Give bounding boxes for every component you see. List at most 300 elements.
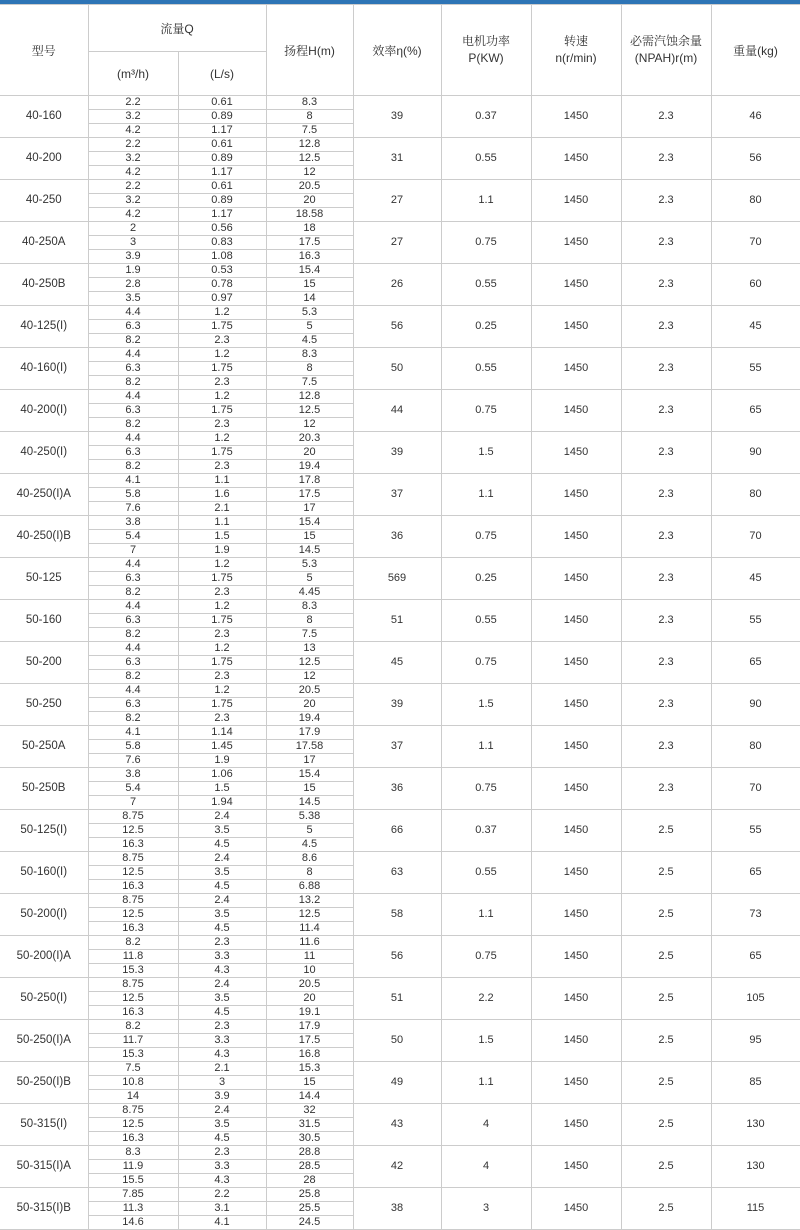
- flow-ls-cell: 0.56: [178, 222, 266, 236]
- flow-ls-cell: 3.1: [178, 1202, 266, 1216]
- flow-ls-cell: 1.2: [178, 390, 266, 404]
- model-group-row: [0, 432, 800, 446]
- flow-ls-cell: 2.4: [178, 978, 266, 992]
- npsh-cell: 2.3: [621, 180, 711, 222]
- flow-m3h-cell: 6.3: [88, 320, 178, 334]
- flow-m3h-cell: 3.2: [88, 194, 178, 208]
- header-head: 扬程H(m): [266, 5, 353, 96]
- head-cell: 12.5: [266, 404, 353, 418]
- flow-ls-cell: 1.08: [178, 250, 266, 264]
- header-model: 型号: [0, 5, 88, 96]
- head-cell: 12: [266, 166, 353, 180]
- model-group-row: [0, 516, 800, 530]
- flow-m3h-cell: 15.3: [88, 964, 178, 978]
- model-group-row: [0, 684, 800, 698]
- efficiency-cell: 27: [353, 222, 441, 264]
- efficiency-cell: 50: [353, 348, 441, 390]
- flow-m3h-cell: 16.3: [88, 1132, 178, 1146]
- flow-ls-cell: 3.3: [178, 1034, 266, 1048]
- speed-cell: 1450: [531, 1020, 621, 1062]
- flow-m3h-cell: 2.2: [88, 180, 178, 194]
- flow-ls-cell: 4.3: [178, 1174, 266, 1188]
- flow-m3h-cell: 8.2: [88, 936, 178, 950]
- model-group-row: [0, 474, 800, 488]
- npsh-cell: 2.3: [621, 432, 711, 474]
- speed-cell: 1450: [531, 264, 621, 306]
- speed-cell: 1450: [531, 852, 621, 894]
- power-cell: 0.25: [441, 306, 531, 348]
- npsh-cell: 2.3: [621, 516, 711, 558]
- flow-m3h-cell: 3: [88, 236, 178, 250]
- flow-m3h-cell: 8.75: [88, 1104, 178, 1118]
- flow-m3h-cell: 12.5: [88, 908, 178, 922]
- model-cell: 50-160: [0, 600, 88, 642]
- head-cell: 12: [266, 418, 353, 432]
- speed-cell: 1450: [531, 978, 621, 1020]
- model-group-row: [0, 1146, 800, 1160]
- flow-ls-cell: 2.1: [178, 502, 266, 516]
- flow-m3h-cell: 14: [88, 1090, 178, 1104]
- head-cell: 15.3: [266, 1062, 353, 1076]
- flow-ls-cell: 4.5: [178, 1132, 266, 1146]
- head-cell: 8.6: [266, 852, 353, 866]
- flow-m3h-cell: 8.75: [88, 978, 178, 992]
- head-cell: 14.4: [266, 1090, 353, 1104]
- speed-cell: 1450: [531, 894, 621, 936]
- flow-m3h-cell: 8.2: [88, 334, 178, 348]
- head-cell: 8.3: [266, 600, 353, 614]
- flow-m3h-cell: 5.8: [88, 740, 178, 754]
- flow-m3h-cell: 4.4: [88, 642, 178, 656]
- flow-m3h-cell: 14.6: [88, 1216, 178, 1230]
- flow-ls-cell: 0.53: [178, 264, 266, 278]
- flow-m3h-cell: 8.75: [88, 810, 178, 824]
- power-cell: 0.55: [441, 348, 531, 390]
- npsh-cell: 2.3: [621, 726, 711, 768]
- weight-cell: 90: [711, 432, 800, 474]
- efficiency-cell: 36: [353, 768, 441, 810]
- head-cell: 11.4: [266, 922, 353, 936]
- flow-ls-cell: 1.75: [178, 362, 266, 376]
- flow-m3h-cell: 4.4: [88, 348, 178, 362]
- model-cell: 40-200: [0, 138, 88, 180]
- weight-cell: 65: [711, 642, 800, 684]
- speed-cell: 1450: [531, 348, 621, 390]
- flow-m3h-cell: 3.2: [88, 152, 178, 166]
- power-cell: 0.75: [441, 222, 531, 264]
- head-cell: 15.4: [266, 264, 353, 278]
- model-group-row: [0, 768, 800, 782]
- head-cell: 20: [266, 446, 353, 460]
- model-cell: 50-200(I)A: [0, 936, 88, 978]
- header-npsh-line1: 必需汽蚀余量: [629, 34, 702, 48]
- model-group-row: [0, 978, 800, 992]
- npsh-cell: 2.3: [621, 348, 711, 390]
- head-cell: 25.5: [266, 1202, 353, 1216]
- speed-cell: 1450: [531, 558, 621, 600]
- head-cell: 8: [266, 614, 353, 628]
- flow-m3h-cell: 2.2: [88, 96, 178, 110]
- speed-cell: 1450: [531, 684, 621, 726]
- head-cell: 10: [266, 964, 353, 978]
- flow-m3h-cell: 7: [88, 796, 178, 810]
- head-cell: 8.3: [266, 96, 353, 110]
- model-cell: 50-250(I)A: [0, 1020, 88, 1062]
- npsh-cell: 2.3: [621, 264, 711, 306]
- flow-ls-cell: 2.4: [178, 852, 266, 866]
- flow-ls-cell: 4.3: [178, 964, 266, 978]
- head-cell: 4.45: [266, 586, 353, 600]
- head-cell: 8: [266, 362, 353, 376]
- flow-ls-cell: 1.14: [178, 726, 266, 740]
- flow-ls-cell: 1.2: [178, 600, 266, 614]
- head-cell: 5.3: [266, 306, 353, 320]
- model-cell: 50-250B: [0, 768, 88, 810]
- weight-cell: 115: [711, 1188, 800, 1230]
- flow-m3h-cell: 4.4: [88, 306, 178, 320]
- power-cell: 0.75: [441, 936, 531, 978]
- flow-m3h-cell: 8.2: [88, 670, 178, 684]
- weight-cell: 65: [711, 390, 800, 432]
- model-group-row: [0, 894, 800, 908]
- flow-m3h-cell: 4.4: [88, 684, 178, 698]
- efficiency-cell: 36: [353, 516, 441, 558]
- head-cell: 19.4: [266, 460, 353, 474]
- head-cell: 20.5: [266, 180, 353, 194]
- npsh-cell: 2.5: [621, 978, 711, 1020]
- model-cell: 50-160(I): [0, 852, 88, 894]
- flow-m3h-cell: 8.2: [88, 712, 178, 726]
- power-cell: 0.37: [441, 810, 531, 852]
- head-cell: 20: [266, 194, 353, 208]
- flow-ls-cell: 1.75: [178, 656, 266, 670]
- header-npsh: [621, 5, 711, 96]
- header-flow: 流量Q: [88, 5, 266, 52]
- header-flow-m3h: (m³/h): [88, 52, 178, 96]
- header-power: [441, 5, 531, 96]
- power-cell: 0.55: [441, 138, 531, 180]
- header-power-line1: 电机功率: [461, 34, 510, 48]
- head-cell: 15: [266, 278, 353, 292]
- power-cell: 0.55: [441, 852, 531, 894]
- speed-cell: 1450: [531, 96, 621, 138]
- flow-ls-cell: 2.3: [178, 376, 266, 390]
- model-cell: 40-160(I): [0, 348, 88, 390]
- model-cell: 50-315(I)B: [0, 1188, 88, 1230]
- flow-ls-cell: 0.78: [178, 278, 266, 292]
- speed-cell: 1450: [531, 726, 621, 768]
- flow-ls-cell: 0.61: [178, 96, 266, 110]
- model-group-row: [0, 180, 800, 194]
- flow-m3h-cell: 7.5: [88, 1062, 178, 1076]
- model-cell: 50-250: [0, 684, 88, 726]
- head-cell: 12.8: [266, 138, 353, 152]
- model-cell: 50-200(I): [0, 894, 88, 936]
- flow-ls-cell: 2.3: [178, 334, 266, 348]
- model-cell: 50-125(I): [0, 810, 88, 852]
- flow-ls-cell: 2.4: [178, 810, 266, 824]
- flow-m3h-cell: 1.9: [88, 264, 178, 278]
- flow-m3h-cell: 4.4: [88, 600, 178, 614]
- npsh-cell: 2.3: [621, 222, 711, 264]
- head-cell: 14: [266, 292, 353, 306]
- efficiency-cell: 26: [353, 264, 441, 306]
- npsh-cell: 2.3: [621, 96, 711, 138]
- npsh-cell: 2.3: [621, 600, 711, 642]
- flow-ls-cell: 2.3: [178, 1020, 266, 1034]
- head-cell: 12.5: [266, 908, 353, 922]
- speed-cell: 1450: [531, 936, 621, 978]
- npsh-cell: 2.5: [621, 1188, 711, 1230]
- flow-ls-cell: 0.89: [178, 110, 266, 124]
- efficiency-cell: 66: [353, 810, 441, 852]
- model-group-row: [0, 642, 800, 656]
- efficiency-cell: 27: [353, 180, 441, 222]
- power-cell: 1.5: [441, 432, 531, 474]
- flow-ls-cell: 1.75: [178, 698, 266, 712]
- speed-cell: 1450: [531, 1104, 621, 1146]
- head-cell: 17.58: [266, 740, 353, 754]
- flow-m3h-cell: 5.4: [88, 530, 178, 544]
- flow-m3h-cell: 8.75: [88, 852, 178, 866]
- weight-cell: 46: [711, 96, 800, 138]
- model-cell: 40-250(I)A: [0, 474, 88, 516]
- head-cell: 17.5: [266, 1034, 353, 1048]
- flow-ls-cell: 2.4: [178, 894, 266, 908]
- model-group-row: [0, 264, 800, 278]
- head-cell: 7.5: [266, 376, 353, 390]
- flow-ls-cell: 4.5: [178, 880, 266, 894]
- flow-ls-cell: 3.5: [178, 866, 266, 880]
- efficiency-cell: 58: [353, 894, 441, 936]
- power-cell: 2.2: [441, 978, 531, 1020]
- flow-ls-cell: 2.3: [178, 1146, 266, 1160]
- flow-m3h-cell: 6.3: [88, 362, 178, 376]
- efficiency-cell: 39: [353, 432, 441, 474]
- head-cell: 5.3: [266, 558, 353, 572]
- speed-cell: 1450: [531, 810, 621, 852]
- flow-ls-cell: 4.5: [178, 838, 266, 852]
- flow-ls-cell: 3: [178, 1076, 266, 1090]
- model-cell: 50-250(I)B: [0, 1062, 88, 1104]
- weight-cell: 130: [711, 1146, 800, 1188]
- head-cell: 13.2: [266, 894, 353, 908]
- efficiency-cell: 50: [353, 1020, 441, 1062]
- head-cell: 8: [266, 110, 353, 124]
- head-cell: 17: [266, 754, 353, 768]
- head-cell: 17.5: [266, 236, 353, 250]
- flow-m3h-cell: 4.4: [88, 432, 178, 446]
- model-group-row: [0, 1062, 800, 1076]
- head-cell: 7.5: [266, 628, 353, 642]
- efficiency-cell: 42: [353, 1146, 441, 1188]
- weight-cell: 95: [711, 1020, 800, 1062]
- power-cell: 1.1: [441, 1062, 531, 1104]
- flow-m3h-cell: 7.85: [88, 1188, 178, 1202]
- model-group-row: [0, 936, 800, 950]
- flow-m3h-cell: 8.2: [88, 460, 178, 474]
- head-cell: 25.8: [266, 1188, 353, 1202]
- flow-ls-cell: 3.5: [178, 992, 266, 1006]
- flow-m3h-cell: 8.2: [88, 586, 178, 600]
- head-cell: 28.5: [266, 1160, 353, 1174]
- weight-cell: 56: [711, 138, 800, 180]
- flow-m3h-cell: 6.3: [88, 404, 178, 418]
- flow-m3h-cell: 7: [88, 544, 178, 558]
- weight-cell: 70: [711, 768, 800, 810]
- flow-ls-cell: 1.2: [178, 432, 266, 446]
- power-cell: 4: [441, 1146, 531, 1188]
- npsh-cell: 2.3: [621, 684, 711, 726]
- head-cell: 11.6: [266, 936, 353, 950]
- flow-m3h-cell: 3.5: [88, 292, 178, 306]
- model-cell: 40-250(I)B: [0, 516, 88, 558]
- npsh-cell: 2.5: [621, 1062, 711, 1104]
- power-cell: 0.75: [441, 768, 531, 810]
- head-cell: 28: [266, 1174, 353, 1188]
- flow-ls-cell: 1.2: [178, 558, 266, 572]
- efficiency-cell: 56: [353, 306, 441, 348]
- power-cell: 4: [441, 1104, 531, 1146]
- efficiency-cell: 569: [353, 558, 441, 600]
- flow-ls-cell: 1.1: [178, 474, 266, 488]
- flow-ls-cell: 0.89: [178, 194, 266, 208]
- flow-ls-cell: 1.2: [178, 684, 266, 698]
- head-cell: 20: [266, 698, 353, 712]
- flow-ls-cell: 1.1: [178, 516, 266, 530]
- flow-ls-cell: 1.75: [178, 320, 266, 334]
- model-group-row: [0, 1188, 800, 1202]
- flow-m3h-cell: 6.3: [88, 656, 178, 670]
- power-cell: 1.1: [441, 180, 531, 222]
- model-cell: 50-315(I)A: [0, 1146, 88, 1188]
- weight-cell: 55: [711, 600, 800, 642]
- model-group-row: [0, 726, 800, 740]
- flow-m3h-cell: 10.8: [88, 1076, 178, 1090]
- flow-ls-cell: 1.2: [178, 348, 266, 362]
- flow-ls-cell: 0.97: [178, 292, 266, 306]
- efficiency-cell: 37: [353, 474, 441, 516]
- flow-m3h-cell: 5.8: [88, 488, 178, 502]
- flow-m3h-cell: 16.3: [88, 838, 178, 852]
- weight-cell: 55: [711, 348, 800, 390]
- speed-cell: 1450: [531, 138, 621, 180]
- model-cell: 40-125(I): [0, 306, 88, 348]
- head-cell: 15: [266, 1076, 353, 1090]
- flow-m3h-cell: 11.8: [88, 950, 178, 964]
- flow-ls-cell: 1.75: [178, 446, 266, 460]
- head-cell: 4.5: [266, 334, 353, 348]
- flow-m3h-cell: 4.4: [88, 390, 178, 404]
- flow-m3h-cell: 3.2: [88, 110, 178, 124]
- head-cell: 17.9: [266, 726, 353, 740]
- head-cell: 5: [266, 572, 353, 586]
- npsh-cell: 2.3: [621, 474, 711, 516]
- flow-m3h-cell: 11.7: [88, 1034, 178, 1048]
- speed-cell: 1450: [531, 1146, 621, 1188]
- head-cell: 5.38: [266, 810, 353, 824]
- speed-cell: 1450: [531, 390, 621, 432]
- efficiency-cell: 63: [353, 852, 441, 894]
- head-cell: 19.1: [266, 1006, 353, 1020]
- head-cell: 11: [266, 950, 353, 964]
- flow-ls-cell: 0.83: [178, 236, 266, 250]
- power-cell: 0.75: [441, 516, 531, 558]
- head-cell: 28.8: [266, 1146, 353, 1160]
- npsh-cell: 2.5: [621, 1020, 711, 1062]
- power-cell: 1.1: [441, 894, 531, 936]
- flow-m3h-cell: 4.4: [88, 558, 178, 572]
- efficiency-cell: 31: [353, 138, 441, 180]
- head-cell: 12.5: [266, 656, 353, 670]
- efficiency-cell: 45: [353, 642, 441, 684]
- model-group-row: [0, 306, 800, 320]
- npsh-cell: 2.5: [621, 1104, 711, 1146]
- head-cell: 31.5: [266, 1118, 353, 1132]
- model-group-row: [0, 600, 800, 614]
- flow-ls-cell: 1.75: [178, 614, 266, 628]
- speed-cell: 1450: [531, 642, 621, 684]
- head-cell: 17.9: [266, 1020, 353, 1034]
- flow-ls-cell: 4.1: [178, 1216, 266, 1230]
- weight-cell: 60: [711, 264, 800, 306]
- head-cell: 4.5: [266, 838, 353, 852]
- flow-m3h-cell: 16.3: [88, 922, 178, 936]
- npsh-cell: 2.3: [621, 558, 711, 600]
- flow-ls-cell: 3.9: [178, 1090, 266, 1104]
- flow-ls-cell: 1.17: [178, 208, 266, 222]
- head-cell: 30.5: [266, 1132, 353, 1146]
- flow-ls-cell: 2.3: [178, 586, 266, 600]
- model-cell: 40-160: [0, 96, 88, 138]
- npsh-cell: 2.3: [621, 390, 711, 432]
- head-cell: 7.5: [266, 124, 353, 138]
- efficiency-cell: 38: [353, 1188, 441, 1230]
- power-cell: 0.55: [441, 600, 531, 642]
- npsh-cell: 2.3: [621, 642, 711, 684]
- model-group-row: [0, 390, 800, 404]
- speed-cell: 1450: [531, 474, 621, 516]
- flow-m3h-cell: 11.9: [88, 1160, 178, 1174]
- speed-cell: 1450: [531, 180, 621, 222]
- flow-m3h-cell: 7.6: [88, 502, 178, 516]
- head-cell: 20: [266, 992, 353, 1006]
- flow-m3h-cell: 4.1: [88, 474, 178, 488]
- flow-ls-cell: 2.3: [178, 712, 266, 726]
- flow-ls-cell: 0.61: [178, 138, 266, 152]
- flow-m3h-cell: 12.5: [88, 866, 178, 880]
- header-power-line2: P(KW): [468, 51, 504, 65]
- head-cell: 12.8: [266, 390, 353, 404]
- weight-cell: 55: [711, 810, 800, 852]
- flow-ls-cell: 2.2: [178, 1188, 266, 1202]
- head-cell: 8: [266, 866, 353, 880]
- head-cell: 16.8: [266, 1048, 353, 1062]
- weight-cell: 65: [711, 936, 800, 978]
- flow-m3h-cell: 6.3: [88, 446, 178, 460]
- efficiency-cell: 44: [353, 390, 441, 432]
- power-cell: 0.25: [441, 558, 531, 600]
- power-cell: 1.5: [441, 684, 531, 726]
- head-cell: 15.4: [266, 768, 353, 782]
- head-cell: 17.5: [266, 488, 353, 502]
- efficiency-cell: 37: [353, 726, 441, 768]
- power-cell: 0.37: [441, 96, 531, 138]
- head-cell: 6.88: [266, 880, 353, 894]
- model-cell: 40-250(I): [0, 432, 88, 474]
- speed-cell: 1450: [531, 600, 621, 642]
- npsh-cell: 2.5: [621, 810, 711, 852]
